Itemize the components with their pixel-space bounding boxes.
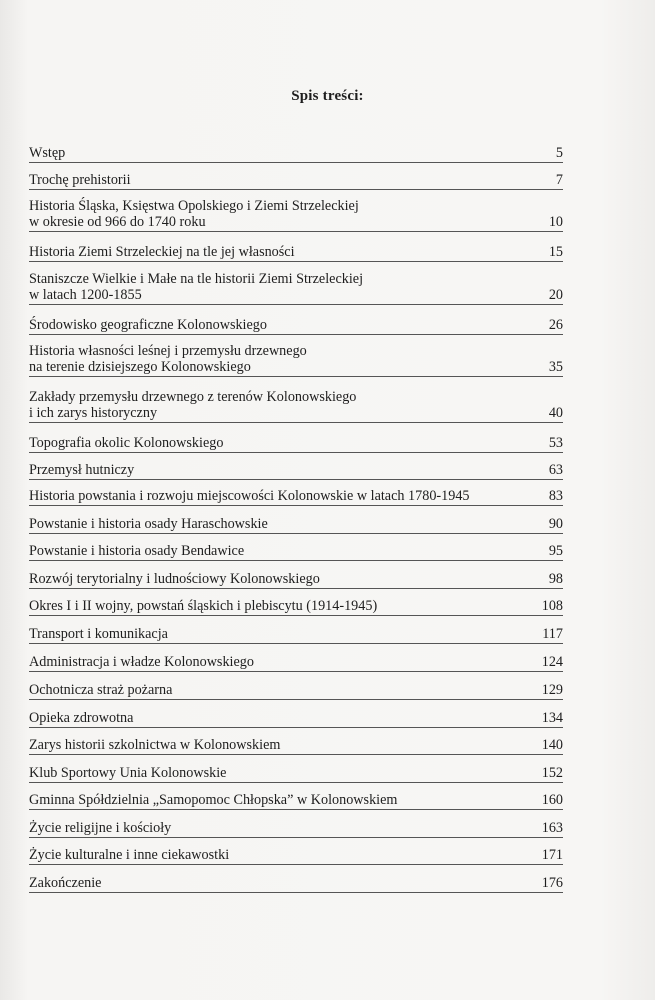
toc-entry-title-line: i ich zarys historyczny [29,405,158,421]
leader-line [29,452,563,453]
leader-line [29,334,563,335]
leader-line [29,671,563,672]
toc-entry-title [29,198,509,230]
leader-line [29,699,563,700]
leader-line [29,422,563,423]
toc-entry [29,626,563,644]
toc-entry [29,389,563,423]
toc-page-number: 163 [541,820,563,836]
toc-entry [29,198,563,232]
toc-entry-title [29,488,509,504]
toc-entry-title-line: Powstanie i historia osady Bendawice [29,543,245,559]
toc-entry-title-line: Środowisko geograficzne Kolonowskiego [29,317,267,333]
leader-line [29,376,563,377]
toc-entry-title [29,571,509,587]
toc-entry-title-line: Topografia okolic Kolonowskiego [29,435,224,451]
toc-entry-title-line: Opieka zdrowotna [29,710,134,726]
leader-line [29,643,563,644]
leader-line [29,533,563,534]
leader-line [29,231,563,232]
toc-entry-title-line: Historia powstania i rozwoju miejscowości Kolonowskie w latach 1780-1945 [29,488,470,504]
toc-entry-title-line: Przemysł hutniczy [29,462,135,478]
toc-entry [29,172,563,190]
toc-entry [29,488,563,506]
toc-entry-title [29,820,509,836]
toc-entry [29,654,563,672]
toc-entry-title-line: Staniszcze Wielkie i Małe na tle historii Ziemi Strzeleckiej [29,271,364,287]
toc-page-number: 40 [548,405,563,421]
toc-entry-title [29,710,509,726]
leader-line [29,892,563,893]
toc-page-number: 152 [541,765,563,781]
leader-line [29,782,563,783]
toc-page-number: 26 [548,317,563,333]
leader-line [29,261,563,262]
toc-entry-title [29,244,509,260]
toc-page-number: 176 [541,875,563,891]
toc-entry-title [29,654,509,670]
toc-entry-title-line: Życie kulturalne i inne ciekawostki [29,847,230,863]
toc-entry-title [29,462,509,478]
toc-entry-title [29,145,509,161]
toc-entry-title [29,343,509,375]
leader-line [29,615,563,616]
toc-entry-title [29,435,509,451]
toc-entry-title [29,682,509,698]
toc-page-number: 117 [542,626,563,642]
toc-page-number: 108 [541,598,563,614]
toc-entry-title [29,875,509,891]
toc-entry-title [29,271,509,303]
toc-entry [29,543,563,561]
leader-line [29,479,563,480]
toc-entry [29,875,563,893]
leader-line [29,304,563,305]
toc-entry [29,847,563,865]
leader-line [29,864,563,865]
toc-entry [29,317,563,335]
toc-entry-title-line: Zarys historii szkolnictwa w Kolonowskiem [29,737,281,753]
toc-page-number: 15 [548,244,563,260]
toc-page-number: 83 [548,488,563,504]
toc-page-number: 7 [555,172,563,188]
leader-line [29,560,563,561]
toc-page-number: 171 [541,847,563,863]
toc-page-number: 160 [541,792,563,808]
leader-line [29,588,563,589]
leader-line [29,505,563,506]
leader-line [29,754,563,755]
toc-entry-title [29,389,509,421]
toc-entry-title-line: Administracja i władze Kolonowskiego [29,654,254,670]
toc-entry [29,244,563,262]
toc-entry [29,682,563,700]
toc-entry-title-line: Zakłady przemysłu drzewnego z terenów Kolonowskiego [29,389,357,405]
toc-page-number: 140 [541,737,563,753]
toc-entry-title-line: Trochę prehistorii [29,172,131,188]
toc-entry [29,145,563,163]
toc-entry [29,435,563,453]
toc-page-number: 98 [548,571,563,587]
toc-entry-title-line: Powstanie i historia osady Haraschowskie [29,516,268,532]
toc-page-number: 124 [541,654,563,670]
toc-page-number: 5 [555,145,563,161]
toc-page-number: 129 [541,682,563,698]
toc-entry-title-line: Ochotnicza straż pożarna [29,682,173,698]
toc-page-number: 134 [541,710,563,726]
toc-entry [29,571,563,589]
leader-line [29,809,563,810]
toc-entry-title-line: na terenie dzisiejszego Kolonowskiego [29,359,251,375]
toc-entry-title-line: Rozwój terytorialny i ludnościowy Kolonowskiego [29,571,320,587]
leader-line [29,162,563,163]
toc-entry-title-line: Klub Sportowy Unia Kolonowskie [29,765,227,781]
toc-entry [29,343,563,377]
toc-page-number: 95 [548,543,563,559]
toc-entry-title-line: Transport i komunikacja [29,626,168,642]
toc-entry-title [29,598,509,614]
toc-entry [29,792,563,810]
toc-entry-title-line: w latach 1200-1855 [29,287,142,303]
toc-entry-title-line: Życie religijne i kościoły [29,820,172,836]
toc-entry-title-line: Zakończenie [29,875,102,891]
toc-entry-title-line: Okres I i II wojny, powstań śląskich i plebiscytu (1914-1945) [29,598,378,614]
toc-entry-title-line: Gminna Spółdzielnia „Samopomoc Chłopska” w Kolonowskiem [29,792,398,808]
toc-entry [29,765,563,783]
toc-entry [29,737,563,755]
toc-entry-title-line: Wstęp [29,145,66,161]
toc-page-number: 63 [548,462,563,478]
toc-entry-title [29,765,509,781]
toc-entry [29,516,563,534]
toc-entry-title [29,792,509,808]
toc-entry-title [29,172,509,188]
toc-entry-title [29,516,509,532]
toc-entry [29,820,563,838]
toc-page-number: 20 [548,287,563,303]
toc-entry [29,710,563,728]
toc-entry-title-line: Historia Śląska, Księstwa Opolskiego i Ziemi Strzeleckiej [29,198,359,214]
toc-entry-title-line: w okresie od 966 do 1740 roku [29,214,206,230]
toc-entry [29,462,563,480]
toc-page-number: 53 [548,435,563,451]
toc-entry [29,271,563,305]
toc-entry-title [29,847,509,863]
leader-line [29,837,563,838]
toc-entry-title [29,626,509,642]
toc-entry-title [29,737,509,753]
toc-entry-title-line: Historia Ziemi Strzeleckiej na tle jej własności [29,244,295,260]
toc-page-number: 10 [548,214,563,230]
toc-page-number: 90 [548,516,563,532]
toc-page-number: 35 [548,359,563,375]
page-title: Spis treści: [291,88,364,104]
toc-entry-title [29,317,509,333]
toc-entry [29,598,563,616]
leader-line [29,727,563,728]
toc-entry-title [29,543,509,559]
toc-entry-title-line: Historia własności leśnej i przemysłu drzewnego [29,343,307,359]
leader-line [29,189,563,190]
